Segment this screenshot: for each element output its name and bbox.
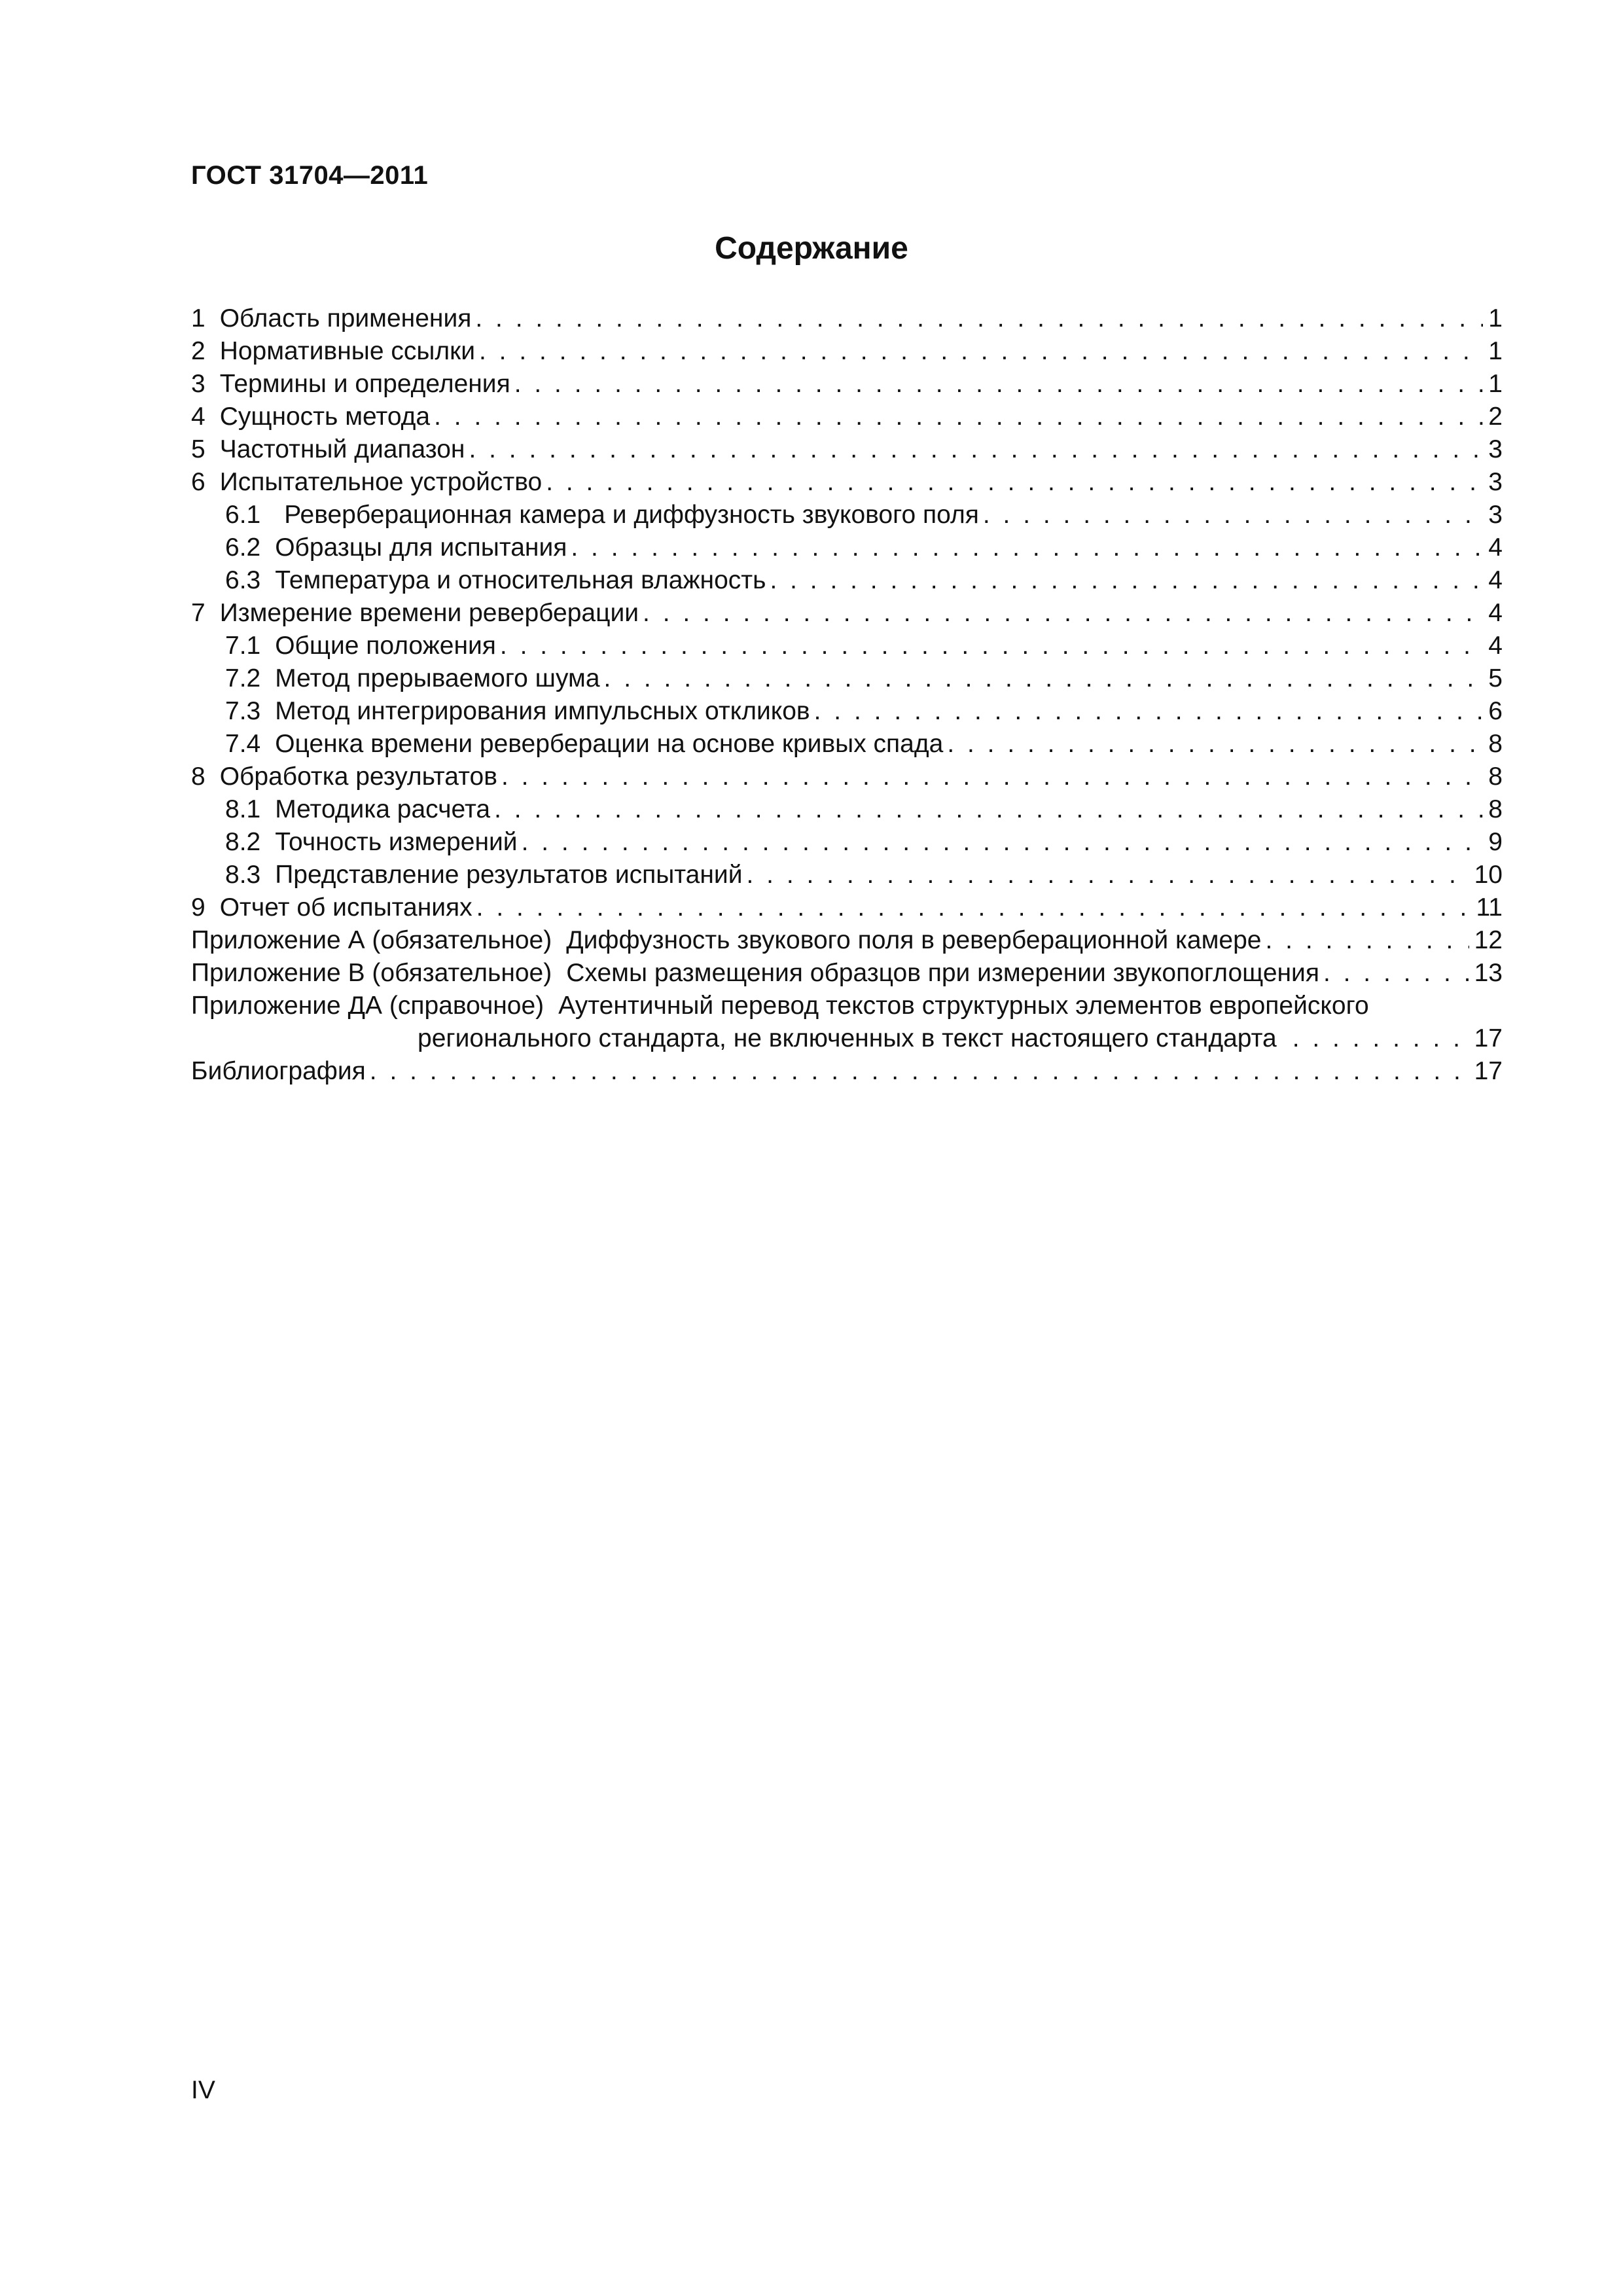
toc-entry-page: 5 bbox=[1488, 664, 1503, 692]
toc-entry-page: 10 bbox=[1474, 861, 1503, 889]
toc-entry[interactable] bbox=[191, 302, 1503, 335]
toc-entry-title: Сущность метода bbox=[219, 403, 431, 431]
toc-entry[interactable] bbox=[191, 761, 1503, 793]
toc-entry-number: 4 bbox=[191, 403, 205, 431]
toc-entry-page: 3 bbox=[1488, 501, 1503, 529]
dot-leader bbox=[475, 302, 1483, 335]
toc-subentry[interactable] bbox=[191, 728, 1503, 761]
toc-subentry[interactable] bbox=[191, 662, 1503, 695]
toc-entry-title: Испытательное устройство bbox=[219, 468, 543, 496]
toc-entry-page: 11 bbox=[1476, 893, 1503, 922]
toc-entry[interactable] bbox=[191, 433, 1503, 466]
toc-appendix-label: Приложение В (обязательное) bbox=[191, 959, 552, 987]
dot-leader bbox=[643, 597, 1483, 630]
toc-entry-number: 8 bbox=[191, 762, 205, 791]
toc-entry-title: Оценка времени реверберации на основе кривых спада bbox=[275, 730, 944, 758]
toc-entry[interactable] bbox=[191, 368, 1503, 401]
toc-entry-page: 4 bbox=[1488, 566, 1503, 594]
dot-leader bbox=[1293, 1022, 1469, 1055]
toc-entry-number: 9 bbox=[191, 893, 205, 922]
toc-entry-number: 7.3 bbox=[225, 697, 261, 725]
toc-subentry[interactable] bbox=[191, 859, 1503, 891]
dot-leader bbox=[571, 531, 1483, 564]
toc-entry-title: Метод интегрирования импульсных откликов bbox=[275, 697, 810, 725]
toc-entry-title: Библиография bbox=[191, 1057, 366, 1085]
toc-entry-title: Нормативные ссылки bbox=[219, 337, 475, 365]
toc-entry-page: 17 bbox=[1474, 1024, 1503, 1052]
toc-appendix-title bbox=[191, 990, 1369, 1022]
toc-subentry[interactable] bbox=[191, 793, 1503, 826]
toc-entry-page: 3 bbox=[1488, 468, 1503, 496]
dot-leader bbox=[494, 793, 1483, 826]
toc-entry-title: Образцы для испытания bbox=[275, 533, 567, 562]
toc-entry-number: 6 bbox=[191, 468, 205, 496]
toc-entry-number: 6.1 bbox=[225, 501, 261, 529]
toc-appendix-label: Приложение А (обязательное) bbox=[191, 926, 552, 954]
toc-entry[interactable] bbox=[191, 401, 1503, 433]
toc-entry-title: Термины и определения bbox=[219, 370, 510, 398]
toc-entry-number: 8.2 bbox=[225, 828, 261, 856]
toc-entry-number: 3 bbox=[191, 370, 205, 398]
toc-entry[interactable] bbox=[191, 335, 1503, 368]
toc-entry-number: 7.1 bbox=[225, 632, 261, 660]
toc-bibliography[interactable] bbox=[191, 1055, 1503, 1088]
toc-entry-page: 8 bbox=[1488, 795, 1503, 823]
toc-entry-title: Отчет об испытаниях bbox=[219, 893, 473, 922]
toc-entry-number: 2 bbox=[191, 337, 205, 365]
dot-leader bbox=[469, 433, 1483, 466]
dot-leader bbox=[370, 1055, 1469, 1088]
dot-leader bbox=[434, 401, 1483, 433]
toc-entry-number: 1 bbox=[191, 304, 205, 332]
toc-subentry[interactable] bbox=[191, 564, 1503, 597]
document-standard-id: ГОСТ 31704—2011 bbox=[191, 161, 429, 190]
dot-leader bbox=[546, 466, 1483, 499]
toc-entry-title: Измерение времени реверберации bbox=[219, 599, 639, 627]
toc-entry[interactable] bbox=[191, 466, 1503, 499]
toc-appendix-title bbox=[191, 924, 1262, 957]
toc-entry-number: 6.2 bbox=[225, 533, 261, 562]
toc-entry-title: Реверберационная камера и диффузность звукового поля bbox=[284, 501, 979, 529]
toc-title: Содержание bbox=[715, 231, 908, 266]
dot-leader bbox=[479, 335, 1483, 368]
dot-leader bbox=[746, 859, 1469, 891]
toc-appendix[interactable] bbox=[191, 924, 1503, 957]
dot-leader bbox=[501, 761, 1483, 793]
toc-entry[interactable] bbox=[191, 597, 1503, 630]
toc-entry-title: Метод прерываемого шума bbox=[275, 664, 600, 692]
toc-entry-page: 1 bbox=[1488, 304, 1503, 332]
toc-entry-title: Методика расчета bbox=[275, 795, 491, 823]
toc-entry-title: Представление результатов испытаний bbox=[275, 861, 743, 889]
toc-entry-page: 9 bbox=[1488, 828, 1503, 856]
toc-entry-page: 1 bbox=[1488, 370, 1503, 398]
toc-entry-page: 2 bbox=[1488, 403, 1503, 431]
toc-appendix[interactable] bbox=[191, 990, 1503, 1022]
toc-entry-page: 1 bbox=[1488, 337, 1503, 365]
dot-leader bbox=[983, 499, 1483, 531]
toc-appendix-label: Приложение ДА (справочное) bbox=[191, 992, 544, 1020]
toc-entry-page: 13 bbox=[1474, 959, 1503, 987]
toc-entry-number: 7.4 bbox=[225, 730, 261, 758]
toc-entry-page: 3 bbox=[1488, 435, 1503, 463]
toc-appendix-continuation[interactable] bbox=[191, 1022, 1503, 1055]
toc-entry-title: Область применения bbox=[219, 304, 472, 332]
toc-appendix[interactable] bbox=[191, 957, 1503, 990]
dot-leader bbox=[947, 728, 1483, 761]
toc-entry-title: Температура и относительная влажность bbox=[275, 566, 766, 594]
toc-entry-page: 4 bbox=[1488, 533, 1503, 562]
toc-appendix-name: Диффузность звукового поля в реверберационной камере bbox=[566, 926, 1262, 954]
dot-leader bbox=[500, 630, 1483, 662]
toc-entry-number: 7.2 bbox=[225, 664, 261, 692]
toc-subentry[interactable] bbox=[191, 826, 1503, 859]
dot-leader bbox=[604, 662, 1484, 695]
toc-entry-page: 8 bbox=[1488, 762, 1503, 791]
toc-appendix-name: Схемы размещения образцов при измерении звукопоглощения bbox=[566, 959, 1319, 987]
toc-entry-title: Общие положения bbox=[275, 632, 496, 660]
toc-entry-number: 8.3 bbox=[225, 861, 261, 889]
toc-entry-page: 12 bbox=[1474, 926, 1503, 954]
toc-appendix-name: Аутентичный перевод текстов структурных элементов европейского bbox=[558, 992, 1369, 1020]
toc-subentry[interactable] bbox=[191, 630, 1503, 662]
toc-entry-number: 5 bbox=[191, 435, 205, 463]
toc-entry-number: 6.3 bbox=[225, 566, 261, 594]
toc-entry[interactable] bbox=[191, 891, 1503, 924]
toc-appendix-title bbox=[191, 957, 1319, 990]
dot-leader bbox=[770, 564, 1483, 597]
toc-entry-page: 17 bbox=[1474, 1057, 1503, 1085]
table-of-contents bbox=[191, 302, 1503, 1088]
dot-leader bbox=[814, 695, 1484, 728]
toc-subentry[interactable] bbox=[191, 499, 1503, 531]
toc-entry-page: 4 bbox=[1488, 599, 1503, 627]
dot-leader bbox=[476, 891, 1471, 924]
toc-entry-number: 7 bbox=[191, 599, 205, 627]
toc-appendix-name-cont: регионального стандарта, не включенных в текст настоящего стандарта bbox=[418, 1024, 1277, 1052]
toc-subentry[interactable] bbox=[191, 531, 1503, 564]
toc-entry-title: Точность измерений bbox=[275, 828, 518, 856]
toc-subentry[interactable] bbox=[191, 695, 1503, 728]
dot-leader bbox=[1323, 957, 1469, 990]
page-number: IV bbox=[191, 2076, 215, 2104]
dot-leader bbox=[522, 826, 1484, 859]
toc-entry-number: 8.1 bbox=[225, 795, 261, 823]
toc-entry-page: 8 bbox=[1488, 730, 1503, 758]
dot-leader bbox=[1266, 924, 1469, 957]
toc-entry-title: Обработка результатов bbox=[219, 762, 497, 791]
dot-leader bbox=[514, 368, 1484, 401]
toc-entry-page: 6 bbox=[1488, 697, 1503, 725]
toc-entry-page: 4 bbox=[1488, 632, 1503, 660]
toc-entry-title: Частотный диапазон bbox=[219, 435, 465, 463]
